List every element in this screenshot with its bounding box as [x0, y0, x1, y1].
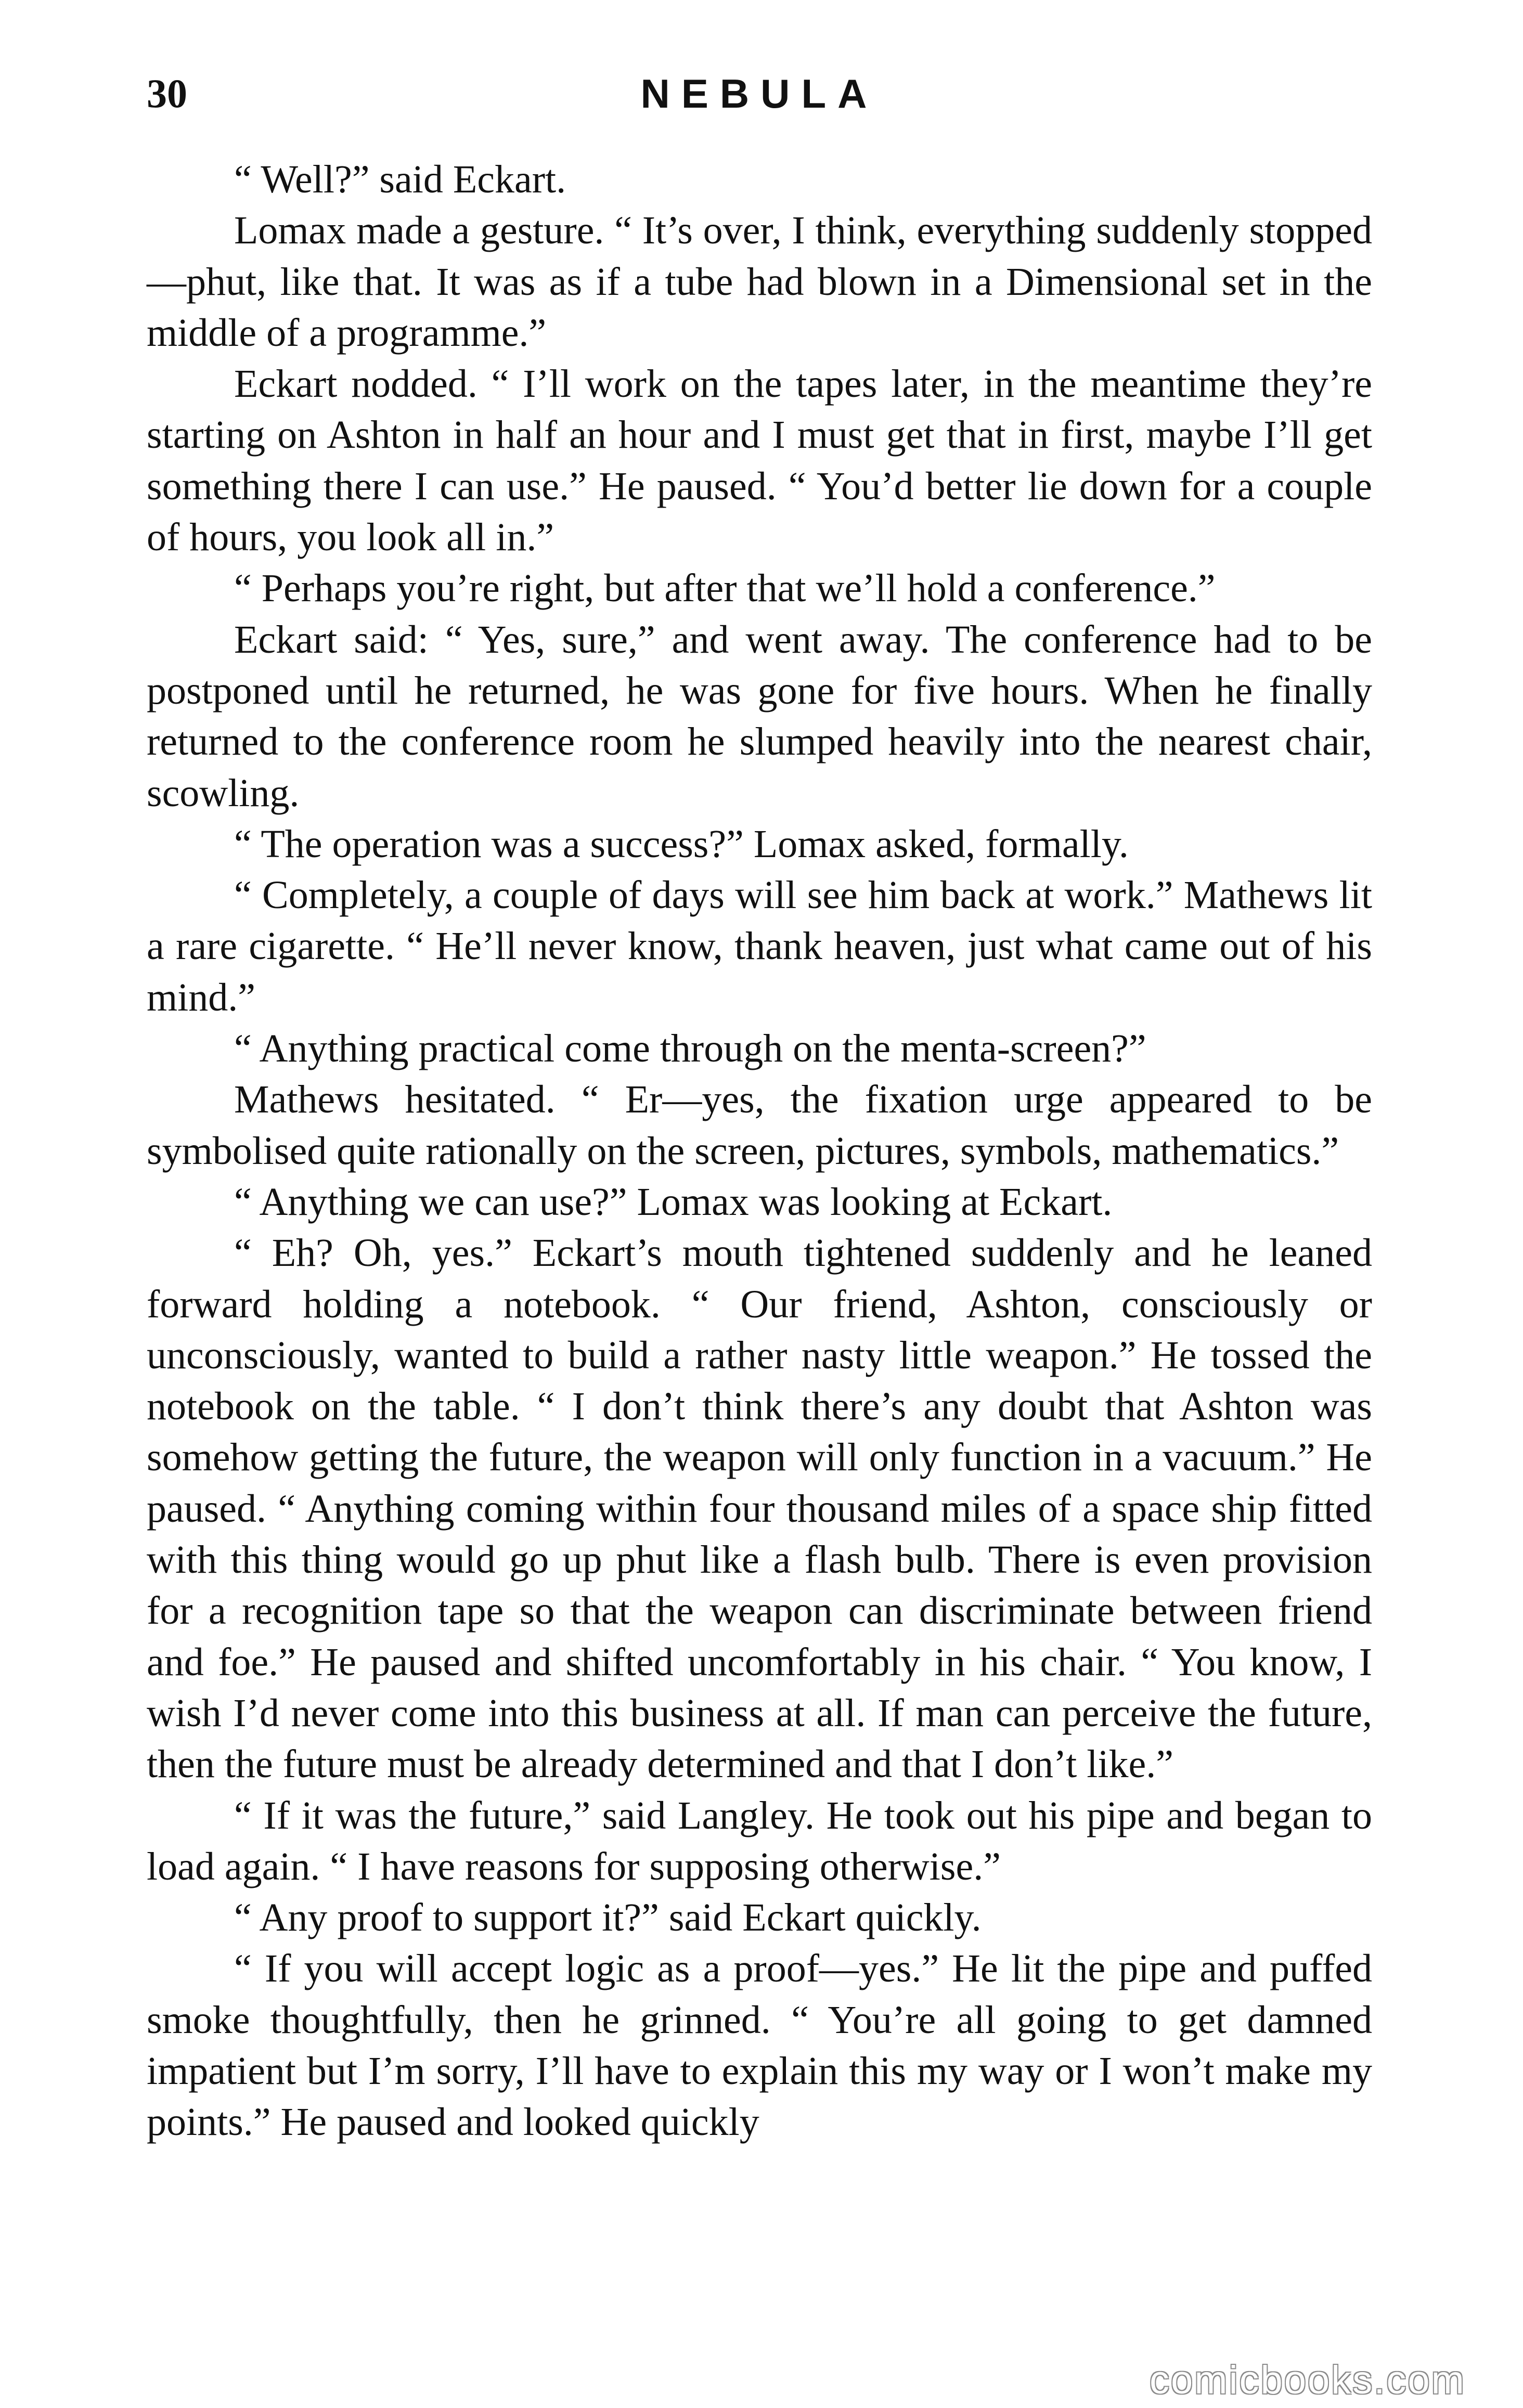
page-header [147, 62, 1372, 125]
paragraph: “ Perhaps you’re right, but after that we’ll hold a conference.” [234, 566, 1216, 611]
paragraph: Eckart said: “ Yes, sure,” and went away. The conference had to be postponed until he returned, he was gone for five hours. When he finally returned to the conference room he slumped heavily into the nearest chair, scowling. [147, 617, 1372, 815]
paragraph: Lomax made a gesture. “ It’s over, I think, everything suddenly stopped—phut, like that. It was as if a tube had blown in a Dimensional set in the middle of a programme.” [147, 209, 1372, 355]
page-number: 30 [147, 71, 187, 116]
paragraph: “ The operation was a success?” Lomax asked, formally. [234, 822, 1129, 866]
body-text [147, 154, 1372, 2148]
paragraph: “ If it was the future,” said Langley. He took out his pipe and began to load again. “ I have reasons for supposing otherwise.” [147, 1793, 1372, 1888]
paragraph: “ Well?” said Eckart. [234, 158, 566, 201]
paragraph: Eckart nodded. “ I’ll work on the tapes later, in the meantime they’re starting on Ashton in half an hour and I must get that in first, maybe I’ll get something there I can use.” He paused. “ You’d better lie down for a couple of hours, you look all in.” [147, 362, 1372, 560]
paragraph: “ Completely, a couple of days will see him back at work.” Mathews lit a rare cigarette. “ He’ll never know, thank heaven, just what came out of his mind.” [147, 873, 1372, 1019]
running-head-title: NEBULA [640, 71, 879, 116]
paragraph: “ Anything practical come through on the menta-screen?” [234, 1027, 1146, 1071]
paragraph: “ If you will accept logic as a proof—yes.” He lit the pipe and puffed smoke thoughtfully, then he grinned. “ You’re all going to get damned impatient but I’m sorry, I’ll have to explain this my way or I won’t make my points.” He paused and looked quickly [147, 1947, 1372, 2144]
watermark: comicbooks.com [1150, 2358, 1466, 2402]
paragraph: “ Eh? Oh, yes.” Eckart’s mouth tightened suddenly and he leaned forward holding a notebook. “ Our friend, Ashton, consciously or unconsciously, wanted to build a rather nasty little weapon.” He tossed the notebook on the table. “ I don’t think there’s any doubt that Ashton was somehow getting the future, the weapon will only function in a vacuum.” He paused. “ Anything coming within four thousand miles of a space ship fitted with this thing would go up phut like a flash bulb. There is even provision for a recognition tape so that the weapon can discriminate between friend and foe.” He paused and shifted uncomfortably in his chair. “ You know, I wish I’d never come into this business at all. If man can perceive the future, then the future must be already determined and that I don’t like.” [147, 1231, 1372, 1786]
paragraph: Mathews hesitated. “ Er—yes, the fixation urge appeared to be symbolised quite rationally on the screen, pictures, symbols, mathematics.” [147, 1078, 1372, 1173]
paragraph: “ Anything we can use?” Lomax was looking at Eckart. [234, 1180, 1113, 1224]
paragraph: “ Any proof to support it?” said Eckart quickly. [234, 1896, 982, 1940]
